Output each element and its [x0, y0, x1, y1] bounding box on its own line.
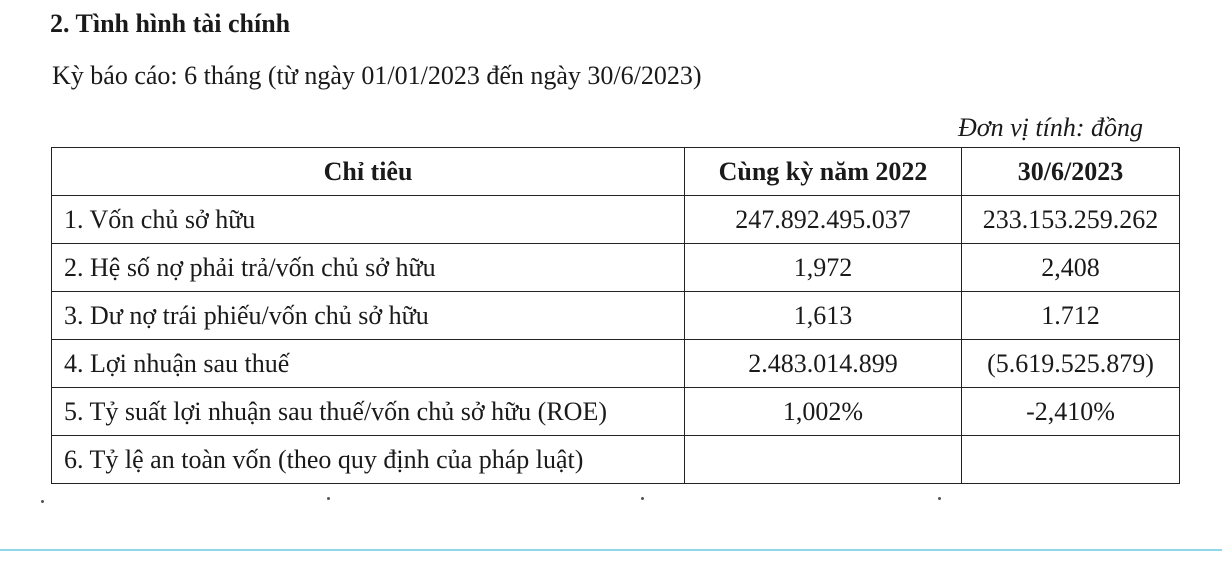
report-period: Kỳ báo cáo: 6 tháng (từ ngày 01/01/2023 đến ngày 30/6/2023)	[52, 61, 702, 90]
header-current-period: 30/6/2023	[962, 148, 1180, 196]
scan-speck	[641, 497, 644, 500]
financial-table	[51, 147, 1180, 484]
table-row	[52, 340, 1180, 388]
table-row	[52, 292, 1180, 340]
scan-speck	[41, 500, 44, 503]
row-label: 2. Hệ số nợ phải trả/vốn chủ sở hữu	[52, 244, 685, 292]
row-current-value: 2,408	[962, 244, 1180, 292]
header-indicator: Chỉ tiêu	[52, 148, 685, 196]
row-current-value: 1.712	[962, 292, 1180, 340]
row-label: 6. Tỷ lệ an toàn vốn (theo quy định của pháp luật)	[52, 436, 685, 484]
row-current-value: 233.153.259.262	[962, 196, 1180, 244]
scan-speck	[327, 497, 330, 500]
row-current-value: -2,410%	[962, 388, 1180, 436]
row-prior-value: 1,002%	[685, 388, 962, 436]
row-current-value	[962, 436, 1180, 484]
row-prior-value: 2.483.014.899	[685, 340, 962, 388]
row-label: 4. Lợi nhuận sau thuế	[52, 340, 685, 388]
table-row	[52, 388, 1180, 436]
row-label: 1. Vốn chủ sở hữu	[52, 196, 685, 244]
row-label: 3. Dư nợ trái phiếu/vốn chủ sở hữu	[52, 292, 685, 340]
table-row	[52, 244, 1180, 292]
row-prior-value: 1,972	[685, 244, 962, 292]
row-prior-value: 247.892.495.037	[685, 196, 962, 244]
section-heading: 2. Tình hình tài chính	[50, 9, 291, 38]
table-row	[52, 436, 1180, 484]
row-prior-value: 1,613	[685, 292, 962, 340]
row-current-value: (5.619.525.879)	[962, 340, 1180, 388]
table-header-row	[52, 148, 1180, 196]
table-row	[52, 196, 1180, 244]
page-bottom-rule	[0, 549, 1222, 551]
row-label: 5. Tỷ suất lợi nhuận sau thuế/vốn chủ sở hữu (ROE)	[52, 388, 685, 436]
header-prior-period: Cùng kỳ năm 2022	[685, 148, 962, 196]
scan-speck	[938, 497, 941, 500]
row-prior-value	[685, 436, 962, 484]
currency-unit: Đơn vị tính: đồng	[957, 113, 1143, 142]
